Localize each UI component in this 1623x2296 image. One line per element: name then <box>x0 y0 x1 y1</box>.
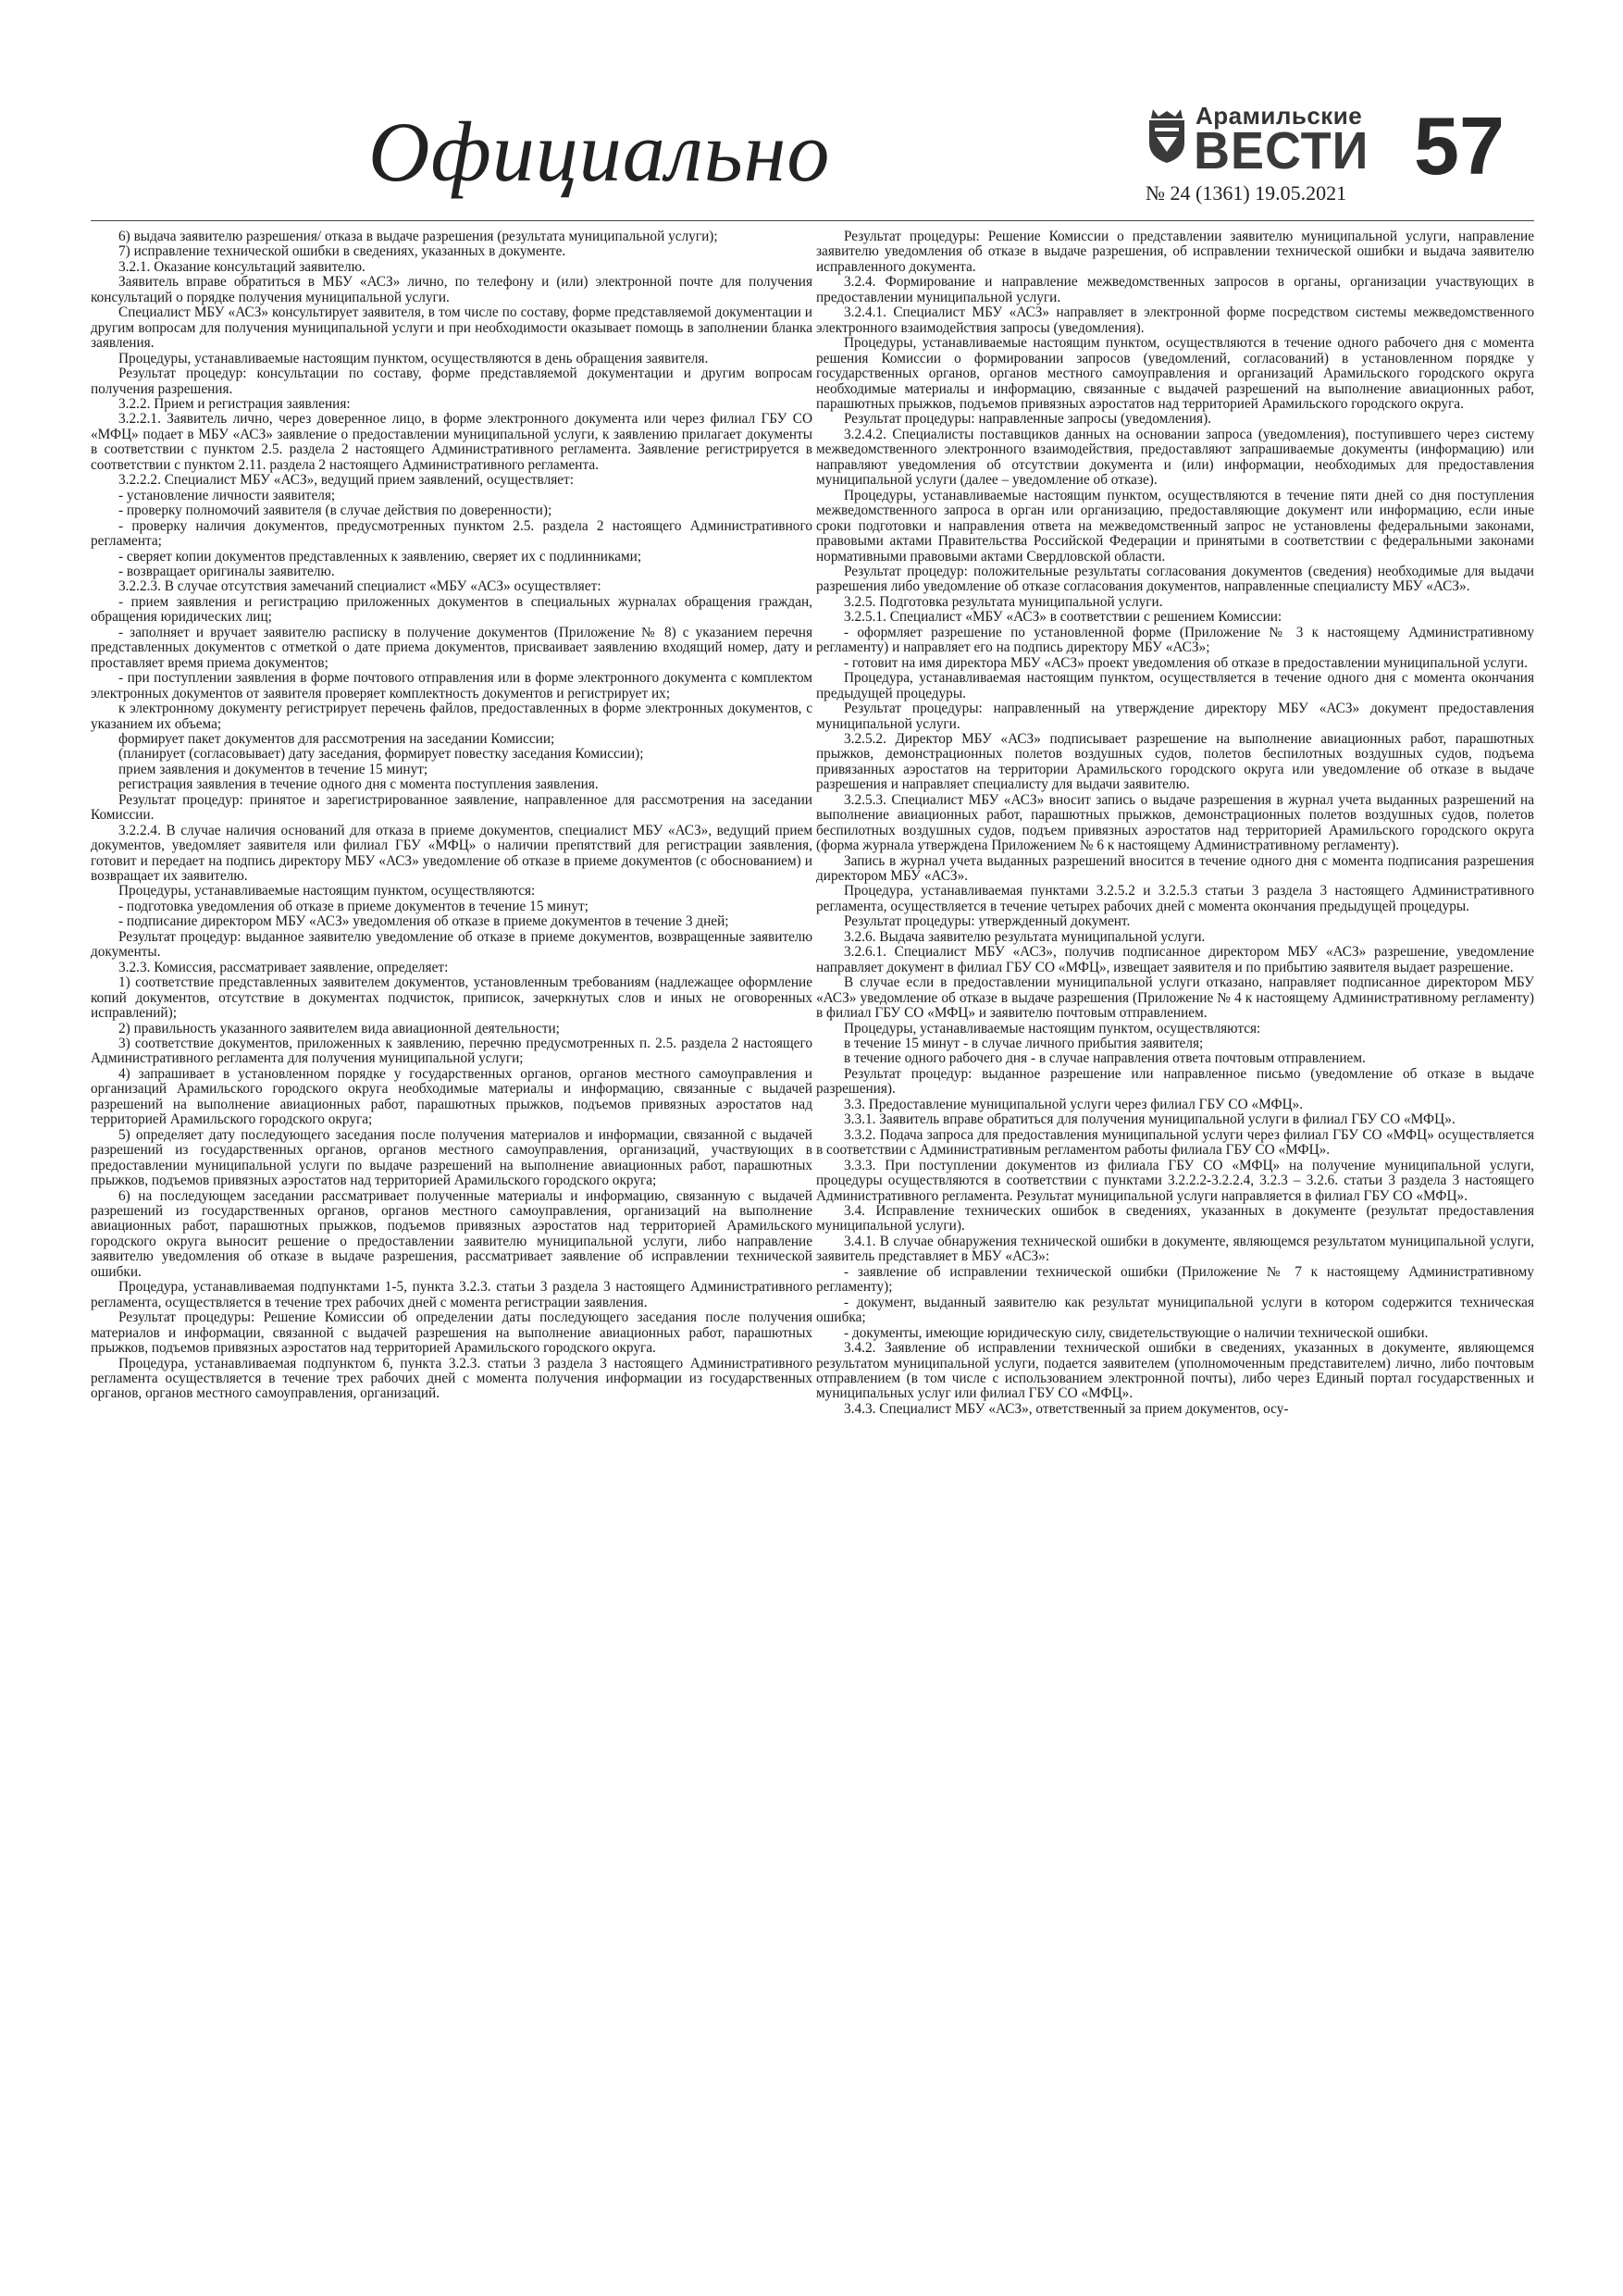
paragraph: 7) исправление технической ошибки в сведениях, указанных в документе. <box>118 243 566 260</box>
paragraph: - сверяет копии документов представленных к заявлению, сверяет их с подлинниками; <box>118 548 642 565</box>
paragraph: - при поступлении заявления в форме почтового отправления или в форме электронного документа с комплектом электронных документов от заявителя проверяет комплектность документов и регистрирует их; <box>91 670 812 701</box>
paragraph: прием заявления и документов в течение 15 минут; <box>118 761 428 777</box>
paragraph: 3.3.1. Заявитель вправе обратиться для получения муниципальной услуги в филиал ГБУ СО «МФЦ». <box>844 1111 1456 1128</box>
paragraph: - прием заявления и регистрацию приложенных документов в специальных журналах обращения граждан, обращения юридических лиц; <box>91 593 812 626</box>
paragraph: 3.2.2.1. Заявитель лично, через доверенное лицо, в форме электронного документа или через филиал ГБУ СО «МФЦ» подает в МБУ «АСЗ» заявление о предоставлении муниципальной услуги, к заявлению прилагает документы в соответствии с пунктом 2.5. раздела 2 настоящего Административного регламента. Заявление регистрируется в соответствии с пунктом 2.11. раздела 2 настоящего Административного регламента. <box>91 411 812 473</box>
paragraph: 3.4.3. Специалист МБУ «АСЗ», ответственный за прием документов, осу- <box>844 1400 1289 1417</box>
paragraph: Запись в журнал учета выданных разрешений вносится в течение одного дня с момента подписания разрешения директором МБУ «АСЗ». <box>816 852 1534 885</box>
paragraph: 3.2.5.2. Директор МБУ «АСЗ» подписывает разрешение на выполнение авиационных работ, парашютных прыжков, демонстрационных полетов воздушных судов, полетов беспилотных воздушных судов, подъема привязанных аэростатов на территории Арамильского городского округа или уведомление об отказе в выдаче разрешения и направляет специалисту для выдачи заявителю. <box>816 730 1534 793</box>
coat-of-arms-icon <box>1146 107 1188 165</box>
page-header <box>0 0 1623 222</box>
paragraph: 3.2.5. Подготовка результата муниципальной услуги. <box>844 593 1163 610</box>
page-number: 57 <box>1414 100 1505 192</box>
paragraph: - установление личности заявителя; <box>118 487 336 503</box>
paragraph: - возвращает оригиналы заявителю. <box>118 563 335 579</box>
paragraph: 5) определяет дату последующего заседания после получения материалов и информации, связанной с выдачей разрешений из государственных органов, органов местного самоуправления, организаций, участвующих в предоставлении муниципальной услуги по выдаче разрешений на выполнение авиационных работ, парашютных прыжков, подъемов привязных аэростатов над территорией Арамильского городского округа; <box>91 1126 812 1189</box>
paragraph: Процедура, устанавливаемая подпунктом 6, пункта 3.2.3. статьи 3 раздела 3 настоящего Административного регламента осуществляется в течение трех рабочих дней с момента получения информации из государственных органов, органов местного самоуправления, организаций. <box>91 1355 812 1402</box>
paragraph: Результат процедур: консультации по составу, форме представляемой документации и другим вопросам получения разрешения. <box>91 366 812 397</box>
paragraph: 3.3.3. При поступлении документов из филиала ГБУ СО «МФЦ» на получение муниципальной услуги, процедуры осуществляются в соответствии с пунктами 3.2.2.2-3.2.2.4, 3.2.3 – 3.2.6. статьи 3 раздела 3 настоящего Административного регламента. Результат муниципальной услуги направляется в филиал ГБУ СО «МФЦ». <box>816 1157 1534 1204</box>
paragraph: регистрация заявления в течение одного дня с момента поступления заявления. <box>118 776 599 793</box>
paragraph: Результат процедур: выданное разрешение или направленное письмо (уведомление об отказе в выдаче разрешения). <box>816 1065 1534 1098</box>
paragraph: 3.2.2.4. В случае наличия оснований для отказа в приеме документов, специалист МБУ «АСЗ», ведущий прием документов, уведомляет заявителя или филиал ГБУ «МФЦ» о наличии препятствий для регистрации заявления, готовит и передает на подпись директору МБУ «АСЗ» уведомление об отказе в приеме документов (с обоснованием) и возвращает их заявителю. <box>91 822 812 885</box>
newspaper-logo <box>1146 100 1386 180</box>
paragraph: 4) запрашивает в установленном порядке у государственных органов, органов местного самоуправления и организаций Арамильского городского округа необходимые материалы и информацию, связанные с выдачей разрешений на выполнение авиационных работ, парашютных прыжков, подъемов привязных аэростатов над территорией Арамильского городского округа; <box>91 1065 812 1128</box>
paragraph: Процедура, устанавливаемая настоящим пунктом, осуществляется в течение одного дня с момента окончания предыдущей процедуры. <box>816 670 1534 701</box>
paragraph: 6) выдача заявителю разрешения/ отказа в выдаче разрешения (результата муниципальной услуги); <box>118 230 718 244</box>
paragraph: 3.2.5.1. Специалист «МБУ «АСЗ» в соответствии с решением Комиссии: <box>844 609 1282 626</box>
paragraph: 3.2.5.3. Специалист МБУ «АСЗ» вносит запись о выдаче разрешения в журнал учета выданных разрешений на выполнение авиационных работ, парашютных прыжков, демонстрационных полетов воздушных судов, полетов беспилотных воздушных судов, подъем привязных аэростатов над территорией Арамильского городского округа (форма журнала утверждена Приложением № 6 к настоящему Административному регламенту). <box>816 791 1534 854</box>
paragraph: 3.2.2. Прием и регистрация заявления: <box>118 395 351 412</box>
right-column <box>816 230 1534 2265</box>
paragraph: В случае если в предоставлении муниципальной услуги отказано, направляет подписанное директором МБУ «АСЗ» уведомление об отказе в выдаче разрешения (Приложение № 4 к настоящему Административному регламенту) в филиал ГБУ СО «МФЦ» и заявителю почтовым отправлением. <box>816 974 1534 1022</box>
paragraph: 3.3.2. Подача запроса для предоставления муниципальной услуги через филиал ГБУ СО «МФЦ» осуществляется в соответствии с Административным регламентом работы филиала ГБУ СО «МФЦ». <box>816 1126 1534 1159</box>
paragraph: - оформляет разрешение по установленной форме (Приложение № 3 к настоящему Административному регламенту) и направляет его на подпись директору МБУ «АСЗ»; <box>816 624 1534 656</box>
paragraph: - заявление об исправлении технической ошибки (Приложение № 7 к настоящему Административному регламенту); <box>816 1263 1534 1296</box>
paragraph: Процедуры, устанавливаемые настоящим пунктом, осуществляются: <box>844 1020 1261 1036</box>
paragraph: - документы, имеющие юридическую силу, свидетельствующие о наличии технической ошибки. <box>844 1324 1429 1341</box>
paragraph: 3.2.2.3. В случае отсутствия замечаний специалист «МБУ «АСЗ» осуществляет: <box>118 578 601 595</box>
paragraph: 3.4. Исправление технических ошибок в сведениях, указанных в документе (результат предоставления муниципальной услуги). <box>816 1203 1534 1235</box>
paragraph: Процедура, устанавливаемая подпунктами 1-5, пункта 3.2.3. статьи 3 раздела 3 настоящего Административного регламента, осуществляется в течение трех рабочих дней с момента регистрации заявления. <box>91 1279 812 1310</box>
paragraph: в течение 15 минут - в случае личного прибытия заявителя; <box>844 1036 1204 1052</box>
paragraph: 3.2.6.1. Специалист МБУ «АСЗ», получив подписанное директором МБУ «АСЗ» разрешение, уведомление направляет документ в филиал ГБУ СО «МФЦ», извещает заявителя и по прибытию заявителя выдает разрешение. <box>816 944 1534 975</box>
paragraph: формирует пакет документов для рассмотрения на заседании Комиссии; <box>118 730 555 747</box>
paragraph: Процедуры, устанавливаемые настоящим пунктом, осуществляются в день обращения заявителя. <box>118 350 709 366</box>
paragraph: Процедура, устанавливаемая пунктами 3.2.5.2 и 3.2.5.3 статьи 3 раздела 3 настоящего Административного регламента, осуществляется в течение четырех рабочих дней с момента окончания предыдущей процедуры. <box>816 883 1534 914</box>
paragraph: 6) на последующем заседании рассматривает полученные материалы и информацию, связанную с выдачей разрешений из государственных органов, органов местного самоуправления, организаций на выполнение авиационных работ, парашютных прыжков, подъемов привязных аэростатов над территорией Арамильского городского округа выносит решение о предоставлении заявителю муниципальной услуги, либо направление заявителю уведомления об отказе в выдаче разрешения, рассматривает заявление об исправлении технической ошибки. <box>91 1187 812 1280</box>
left-column <box>91 230 812 2265</box>
paragraph: 2) правильность указанного заявителем вида авиационной деятельности; <box>118 1020 560 1036</box>
paragraph: Результат процедур: принятое и зарегистрированное заявление, направленное для рассмотрения на заседании Комиссии. <box>91 791 812 824</box>
paragraph: 3.2.1. Оказание консультаций заявителю. <box>118 258 365 275</box>
header-divider <box>91 220 1534 221</box>
paragraph: 3.2.2.2. Специалист МБУ «АСЗ», ведущий прием заявлений, осуществляет: <box>118 472 574 489</box>
paragraph: 3.4.1. В случае обнаружения технической ошибки в документе, являющемся результатом муниципальной услуги, заявитель представляет в МБУ «АСЗ»: <box>816 1233 1534 1265</box>
paragraph: 3.3. Предоставление муниципальной услуги через филиал ГБУ СО «МФЦ». <box>844 1096 1304 1112</box>
paragraph: к электронному документу регистрирует перечень файлов, предоставленных в форме электронных документов, с указанием их объема; <box>91 701 812 732</box>
paragraph: - готовит на имя директора МБУ «АСЗ» проект уведомления об отказе в предоставлении муниципальной услуги. <box>844 654 1528 671</box>
paragraph: Специалист МБУ «АСЗ» консультирует заявителя, в том числе по составу, форме представляемой документации и другим вопросам для получения муниципальной услуги и при необходимости оказывает помощь в заполнении бланка заявления. <box>91 304 812 352</box>
paragraph: Результат процедуры: утвержденный документ. <box>844 913 1131 930</box>
paragraph: 3.2.4.2. Специалисты поставщиков данных на основании запроса (уведомления), поступившего через систему межведомственного электронного взаимодействия, предоставляют запрашиваемые документы (информацию) или направляют уведомления об отсутствии документа и (или) информации, необходимых для предоставления муниципальной услуги (далее – уведомление об отказе). <box>816 426 1534 489</box>
paragraph: Заявитель вправе обратиться в МБУ «АСЗ» лично, по телефону и (или) электронной почте для получения консультаций о порядке получения муниципальной услуги. <box>91 274 812 305</box>
paragraph: 3.2.3. Комиссия, рассматривает заявление, определяет: <box>118 959 449 975</box>
paragraph: Результат процедуры: Решение Комиссии об определении даты последующего заседания после получения материалов и информации, связанной с выдачей разрешения на выполнение авиационных работ, парашютных прыжков, подъемов привязных аэростатов над территорией Арамильского городского округа. <box>91 1309 812 1357</box>
paragraph: Процедуры, устанавливаемые настоящим пунктом, осуществляются в течение одного рабочего дня с момента решения Комиссии о формировании запросов (уведомлений, согласований) в установленном порядке у государственных органов, органов местного самоуправления и организаций Арамильского городского округа необходимые материалы и информацию, связанные с выдачей разрешений на выполнение авиационных работ, парашютных прыжков, подъемов привязных аэростатов над территорией Арамильского городского округа. <box>816 335 1534 412</box>
logo-top-text: Арамильские <box>1196 102 1363 130</box>
paragraph: Процедуры, устанавливаемые настоящим пунктом, осуществляются: <box>118 883 536 900</box>
section-title: Официально <box>368 105 831 199</box>
paragraph: 1) соответствие представленных заявителем документов, установленным требованиям (надлежащее оформление копий документов, отсутствие в документах подчисток, приписок, зачеркнутых слов и иных не оговоренных исправлений); <box>91 974 812 1022</box>
paragraph: Результат процедур: положительные результаты согласования документов (сведения) необходимые для выдачи разрешения либо уведомление об отказе согласования документов, направленные специалисту МБУ «АСЗ». <box>816 563 1534 595</box>
paragraph: (планирует (согласовывает) дату заседания, формирует повестку заседания Комиссии); <box>118 746 644 763</box>
paragraph: 3) соответствие документов, приложенных к заявлению, перечню предусмотренных п. 2.5. раздела 2 настоящего Административного регламента для получения муниципальной услуги; <box>91 1036 812 1067</box>
paragraph: - подготовка уведомления об отказе в приеме документов в течение 15 минут; <box>118 898 588 914</box>
paragraph: 3.2.6. Выдача заявителю результата муниципальной услуги. <box>844 928 1206 945</box>
paragraph: 3.2.4.1. Специалист МБУ «АСЗ» направляет в электронной форме посредством системы межведомственного электронного взаимодействия запросы (уведомления). <box>816 304 1534 336</box>
paragraph: Процедуры, устанавливаемые настоящим пунктом, осуществляются в течение пяти дней со дня поступления межведомственного запроса в орган или организацию, предоставляющие документ или информацию, если иные сроки подготовки и направления ответа на межведомственный запрос не установлены федеральными законами, правовыми актами Правительства Российской Федерации и принятыми в соответствии с федеральными законами нормативными правовыми актами Свердловской области. <box>816 487 1534 565</box>
issue-number: № 24 (1361) 19.05.2021 <box>1146 181 1347 205</box>
paragraph: - проверку полномочий заявителя (в случае действия по доверенности); <box>118 503 552 519</box>
paragraph: - документ, выданный заявителю как результат муниципальной услуги в котором содержится техническая ошибка; <box>816 1294 1534 1326</box>
paragraph: Результат процедуры: направленные запросы (уведомления). <box>844 411 1211 428</box>
paragraph: Результат процедуры: Решение Комиссии о представлении заявителю муниципальной услуги, направление заявителю уведомления об отказе в выдаче разрешения, об исправлении технической ошибки и выдача заявителю исправленного документа. <box>816 230 1534 275</box>
paragraph: в течение одного рабочего дня - в случае направления ответа почтовым отправлением. <box>844 1050 1366 1067</box>
paragraph: Результат процедуры: направленный на утверждение директору МБУ «АСЗ» документ предоставления муниципальной услуги. <box>816 701 1534 732</box>
paragraph: 3.2.4. Формирование и направление межведомственных запросов в органы, организации участвующих в предоставлении муниципальной услуги. <box>816 274 1534 305</box>
logo-bottom-text: ВЕСТИ <box>1194 121 1369 180</box>
paragraph: 3.4.2. Заявление об исправлении технической ошибки в сведениях, указанных в документе, являющемся результатом муниципальной услуги, подается заявителем (уполномоченным представителем) лично, либо почтовым отправлением (в том числе с использованием электронной почты), либо через Единый портал государственных и муниципальных услуг или филиал ГБУ СО «МФЦ». <box>816 1340 1534 1402</box>
paragraph: - заполняет и вручает заявителю расписку в получение документов (Приложение № 8) с указанием перечня представленных документов с отметкой о дате приема документов, присваивает заявлению входящий номер, дату и проставляет время приема документов; <box>91 624 812 671</box>
paragraph: Результат процедур: выданное заявителю уведомление об отказе в приеме документов, возвращенные заявителю документы. <box>91 928 812 961</box>
paragraph: - подписание директором МБУ «АСЗ» уведомления об отказе в приеме документов в течение 3 дней; <box>118 913 729 930</box>
paragraph: - проверку наличия документов, предусмотренных пунктом 2.5. раздела 2 настоящего Административного регламента; <box>91 517 812 550</box>
